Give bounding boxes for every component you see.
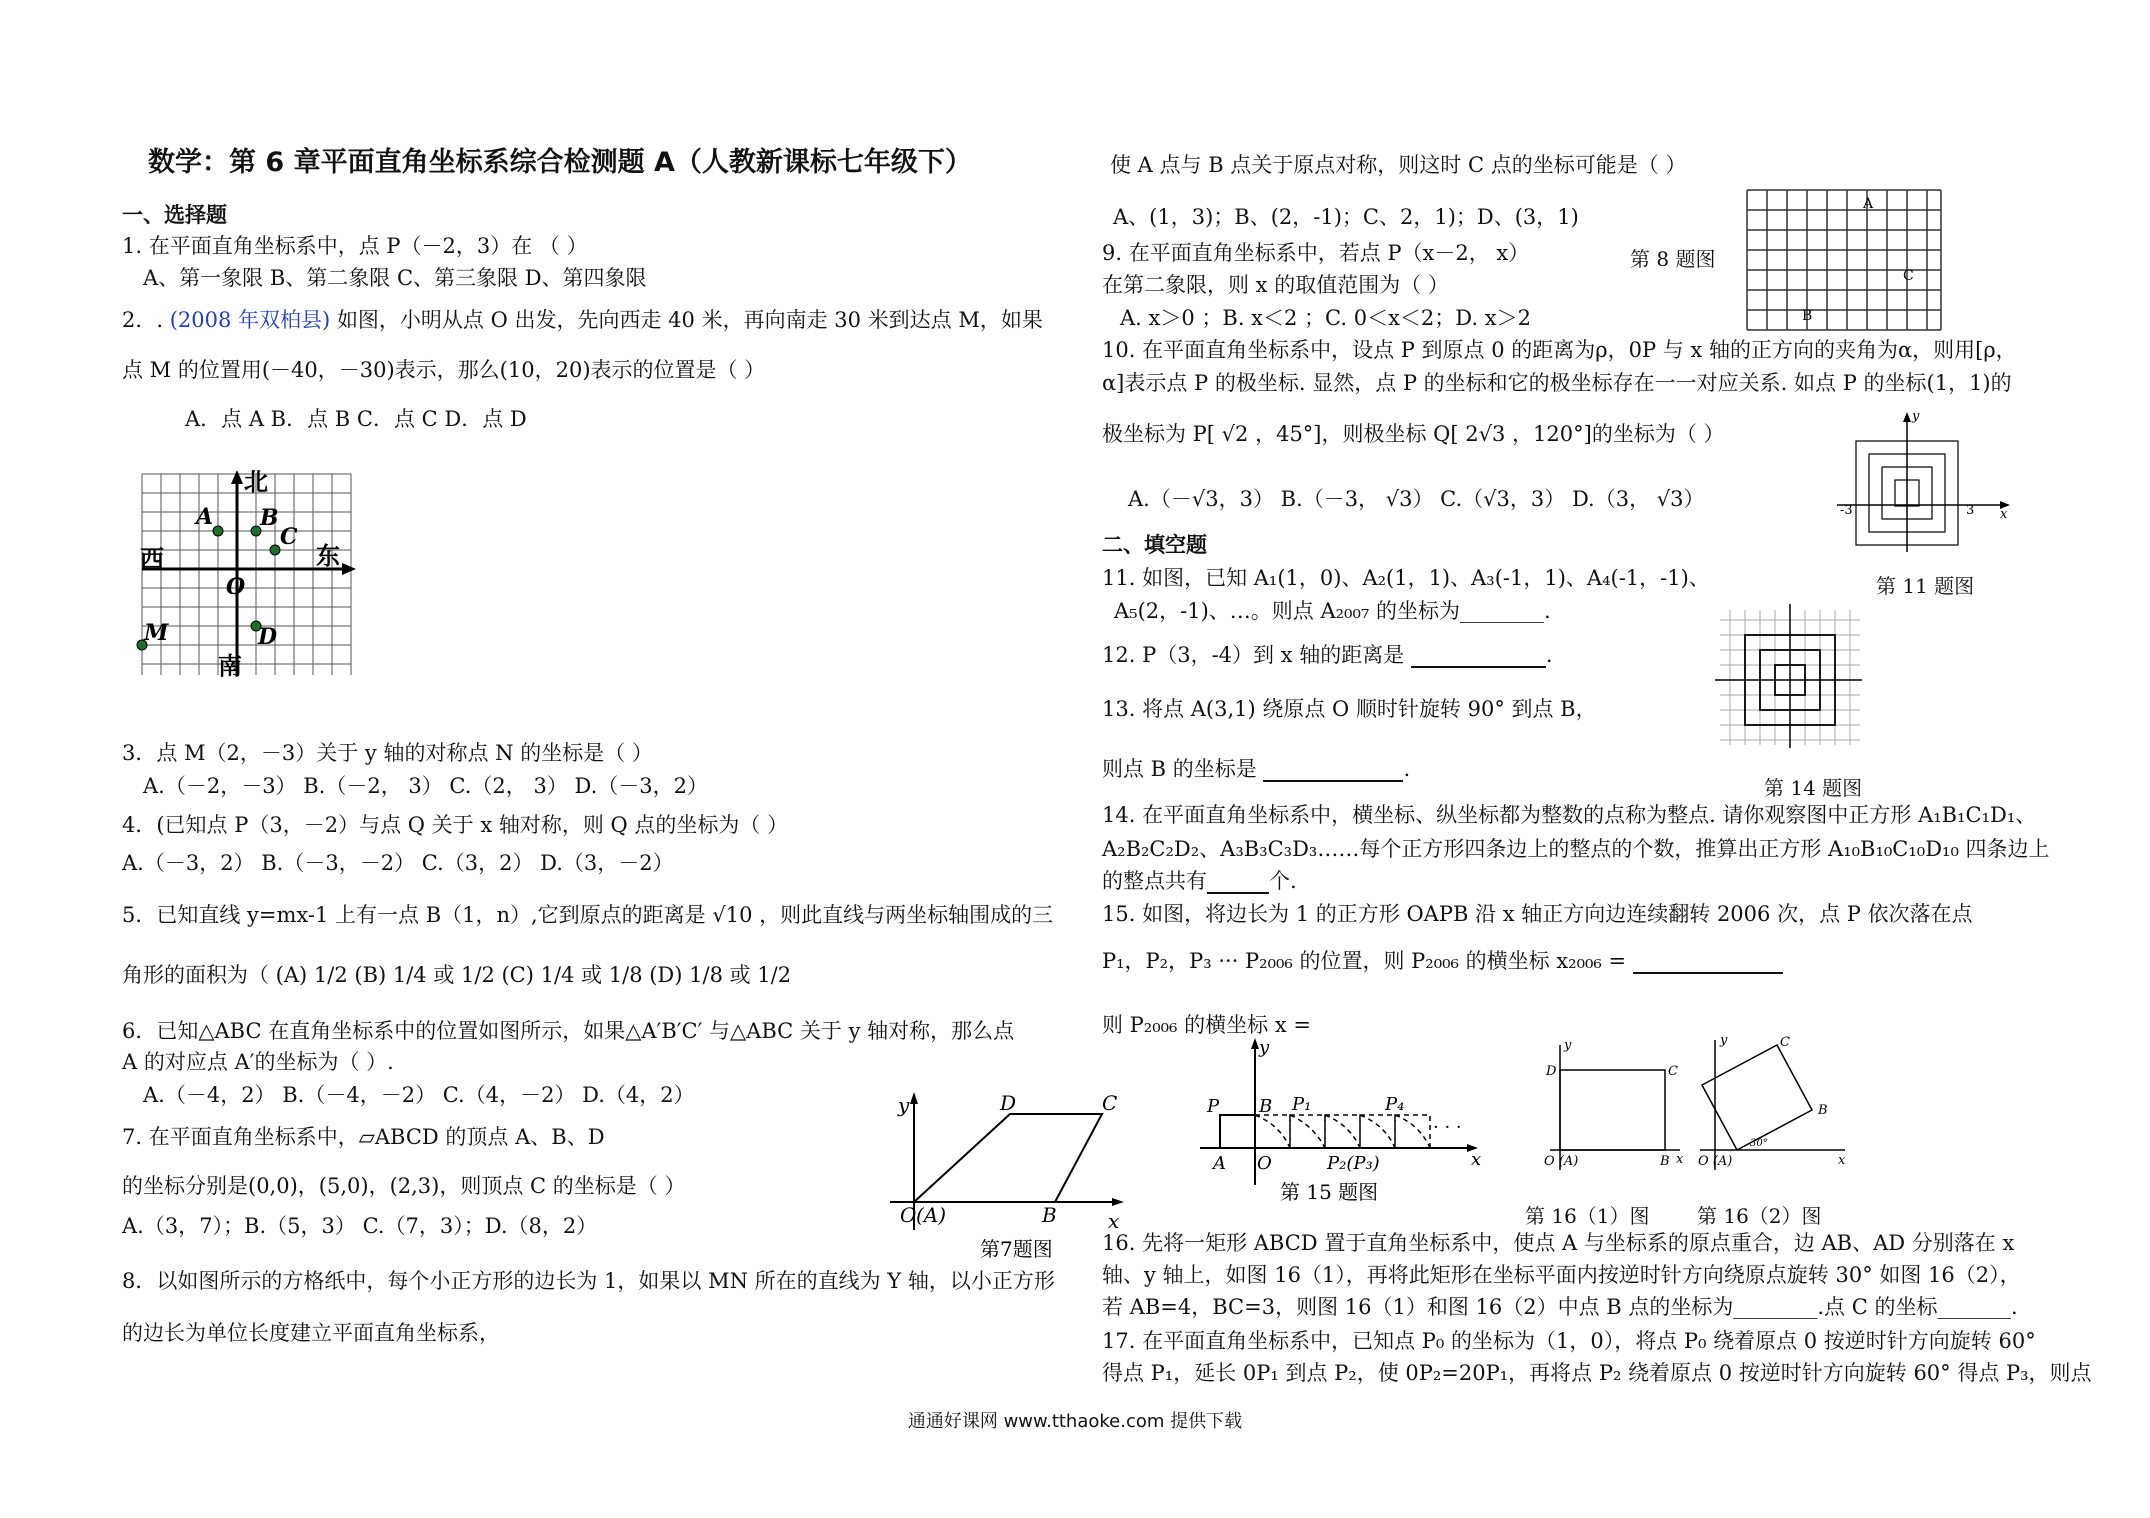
fig15-B: B [1259,1096,1273,1117]
fig16a-C: C [1668,1064,1678,1079]
question-14-suffix: 个. [1269,869,1297,893]
question-3: 3．点 M（2，－3）关于 y 轴的对称点 N 的坐标是（ ） [122,741,653,765]
question-16-figure-2 [1690,1030,1850,1185]
fig15-P: P [1207,1096,1220,1117]
question-13-answer-blank[interactable] [1263,760,1403,782]
question-2-line-2: 点 M 的位置用(－40，－30)表示，那么(10，20)表示的位置是（ ） [122,358,766,382]
fig8-A: A [1863,196,1874,212]
fig15-caption: 第 15 题图 [1280,1180,1379,1204]
section-heading-choice: 一、选择题 [122,203,227,227]
question-2-text: 如图，小明从点 O 出发，先向西走 40 米，再向南走 30 米到达点 M，如果 [336,308,1043,332]
question-2-figure [130,462,360,682]
fig7-caption: 第7题图 [980,1237,1053,1261]
question-16-line-1: 16. 先将一矩形 ABCD 置于直角坐标系中，使点 A 与坐标系的原点重合，边 AB、AD 分别落在 x [1102,1231,2015,1255]
fig15-y: y [1259,1037,1270,1058]
question-9-line-1: 9. 在平面直角坐标系中，若点 P（x－2， x） [1102,241,1530,265]
fig7-y: y [898,1093,910,1117]
fig2-south: 南 [218,651,242,680]
question-11-figure [1832,410,2012,560]
fig16a-O: O (A) [1544,1154,1579,1169]
question-2-line-1 [122,307,1043,333]
fig16b-O: O (A) [1698,1154,1733,1169]
question-14-text: 的整点共有 [1102,869,1207,893]
fig11-x: x [2000,507,2008,522]
fig7-D: D [1000,1091,1017,1115]
fig7-x: x [1108,1209,1120,1233]
question-6-line-1: 6．已知△ABC 在直角坐标系中的位置如图所示，如果△A′B′C′ 与△ABC 关于 y 轴对称，那么点 [122,1019,1015,1043]
fig2-label-D: D [258,624,278,650]
fig2-label-B: B [260,505,279,531]
question-9-options: A. x＞0 ；B. x＜2 ；C. 0＜x＜2；D. x＞2 [1120,306,1531,330]
question-13-line-2: 则点 B 的坐标是 . [1102,757,1411,781]
question-15-line-3: 则 P₂₀₀₆ 的横坐标 x = [1102,1013,1311,1037]
question-14-line-1: 14. 在平面直角坐标系中，横坐标、纵坐标都为整数的点称为整点. 请你观察图中正方形 A₁B₁C₁D₁、 [1102,803,2037,827]
question-15-line-1: 15. 如图，将边长为 1 的正方形 OAPB 沿 x 轴正方向边连续翻转 2006 次，点 P 依次落在点 [1102,902,1973,926]
fig11-y: y [1912,410,1920,424]
question-4: 4．(已知点 P（3，－2）与点 Q 关于 x 轴对称，则 Q 点的坐标为（ ） [122,813,789,837]
question-14-caption: 第 14 题图 [1764,776,1863,800]
question-16-line-2: 轴、y 轴上，如图 16（1），再将此矩形在坐标平面内按逆时针方向绕原点旋转 30° 如图 16（2）， [1102,1263,2021,1287]
fig16a-D: D [1546,1064,1557,1079]
question-10-line-2: α]表示点 P 的极坐标. 显然，点 P 的坐标和它的极坐标存在一一对应关系. 如点 P 的坐标(1，1)的 [1102,371,2012,395]
question-6-options: A.（－4，2） B.（－4，－2） C.（4，－2） D.（4，2） [143,1083,695,1107]
question-10-line-3: 极坐标为 P[ √2 ，45°]，则极坐标 Q[ 2√3 ，120°]的坐标为（ ） [1102,422,1725,446]
question-8-options: A、(1，3)；B、(2，-1)；C、2，1)；D、(3，1) [1113,205,1579,229]
fig2-east: 东 [316,541,340,570]
fig11-neg3: -3 [1840,503,1853,518]
question-15-figure [1195,1035,1485,1205]
question-12-answer-blank[interactable] [1411,646,1546,668]
fig11-pos3: 3 [1966,503,1975,518]
question-8-caption: 第 8 题图 [1630,247,1716,271]
question-2-options: A．点 A B．点 B C．点 C D．点 D [185,407,527,431]
fig2-label-C: C [280,524,298,550]
question-14-figure [1710,600,1870,750]
question-9-line-2: 在第二象限，则 x 的取值范围为（ ） [1102,273,1449,297]
question-13-line-1: 13. 将点 A(3,1) 绕原点 O 顺时针旋转 90° 到点 B， [1102,697,1597,721]
fig15-P2: P₂(P₃) [1327,1153,1380,1174]
question-2-source: (2008 年双柏县) [169,308,331,332]
question-17-line-2: 得点 P₁，延长 0P₁ 到点 P₂，使 0P₂=20P₁，再将点 P₂ 绕着原点 0 按逆时针方向旋转 60° 得点 P₃，则点 [1102,1361,2092,1385]
question-15-text: P₁，P₂，P₃ ··· P₂₀₀₆ 的位置，则 P₂₀₀₆ 的横坐标 x₂₀₀₆ = [1102,949,1627,973]
fig16b-B: B [1818,1103,1828,1118]
fig15-O: O [1257,1153,1272,1174]
question-1: 1. 在平面直角坐标系中，点 P（－2，3）在 （ ） [122,234,588,258]
fig16b-angle: 30° [1750,1138,1768,1149]
fig8-C: C [1903,268,1914,284]
question-11-caption: 第 11 题图 [1876,574,1975,598]
question-12-text: 12. P（3，-4）到 x 轴的距离是 [1102,643,1405,667]
page-title: 数学：第 6 章平面直角坐标系综合检测题 A（人教新课标七年级下） [148,147,972,178]
fig2-label-O: O [226,574,246,600]
question-16-line-3: 若 AB=4，BC=3，则图 16（1）和图 16（2）中点 B 点的坐标为________.点 C 的坐标_______. [1102,1295,2018,1319]
question-16-caption-1: 第 16（1）图 [1525,1204,1650,1228]
fig15-A: A [1213,1153,1226,1174]
fig16a-y: y [1564,1038,1572,1053]
fig16b-C: C [1780,1035,1790,1050]
fig7-O: O [900,1203,917,1227]
question-1-options: A、第一象限 B、第二象限 C、第三象限 D、第四象限 [143,266,647,290]
question-7-figure [880,1090,1130,1265]
fig2-west: 西 [140,544,164,573]
question-11-line-1: 11. 如图，已知 A₁(1，0)、A₂(1，1)、A₃(-1，1)、A₄(-1，-1)、 [1102,566,1710,590]
question-7-options: A.（3，7）；B.（5，3） C.（7，3）；D.（8，2） [122,1214,598,1238]
page-footer: 通通好课网 www.tthaoke.com 提供下载 [907,1411,1243,1432]
question-14-line-3 [1102,868,1297,894]
question-2-number: 2．. [122,308,164,332]
question-4-options: A.（－3，2） B.（－3，－2） C.（3，2） D.（3，－2） [122,851,674,875]
question-6-line-2: A 的对应点 A′的坐标为（ ）. [122,1050,394,1074]
fig16b-y: y [1720,1033,1728,1048]
fig7-A: (A) [916,1203,947,1227]
question-17-line-1: 17. 在平面直角坐标系中，已知点 P₀ 的坐标为（1，0），将点 P₀ 绕着原点 0 按逆时针方向旋转 60° [1102,1329,2036,1353]
question-5-line-1: 5．已知直线 y=mx-1 上有一点 B（1，n）,它到原点的距离是 √10 ，则此直线与两坐标轴围成的三 [122,903,1054,927]
question-3-options: A.（－2，－3） B.（－2， 3） C.（2， 3） D.（－3，2） [143,774,708,798]
question-10-line-1: 10. 在平面直角坐标系中，设点 P 到原点 0 的距离为ρ，0P 与 x 轴的正方向的夹角为α，则用[ρ， [1102,338,2017,362]
fig7-B: B [1042,1203,1057,1227]
question-14-line-2: A₂B₂C₂D₂、A₃B₃C₃D₃……每个正方形四条边上的整点的个数，推算出正方形 A₁₀B₁₀C₁₀D₁₀ 四条边上 [1102,837,2050,861]
fig16a-B: B [1660,1154,1670,1169]
question-11-line-2: A₅(2，-1)、…。则点 A₂₀₀₇ 的坐标为________. [1114,599,1551,623]
fig8-B: B [1802,308,1813,324]
question-15-answer-blank[interactable] [1633,952,1783,974]
question-15-line-2 [1102,948,1783,974]
fig15-x: x [1471,1149,1482,1170]
question-8-line-1: 8．以如图所示的方格纸中，每个小正方形的边长为 1，如果以 MN 所在的直线为 Y 轴，以小正方形 [122,1269,1055,1293]
question-7-line-2: 的坐标分别是(0,0)，(5,0)，(2,3)，则顶点 C 的坐标是（ ） [122,1174,686,1198]
fig15-P4: P₄ [1385,1094,1405,1115]
fig7-C: C [1102,1091,1118,1115]
question-7-line-1: 7. 在平面直角坐标系中，▱ABCD 的顶点 A、B、D [122,1125,605,1149]
fig2-label-M: M [144,620,169,646]
question-5-line-2: 角形的面积为（ (A) 1/2 (B) 1/4 或 1/2 (C) 1/4 或 1/8 (D) 1/8 或 1/2 [122,963,792,987]
question-8-line-3: 使 A 点与 B 点关于原点对称，则这时 C 点的坐标可能是（ ） [1110,153,1687,177]
fig16a-x: x [1676,1152,1684,1167]
fig16b-x: x [1838,1153,1846,1168]
fig2-label-A: A [196,504,214,530]
fig15-P1: P₁ [1292,1094,1312,1115]
svg-text:· · ·: · · · [1433,1117,1462,1138]
question-8-line-2: 的边长为单位长度建立平面直角坐标系， [122,1321,500,1345]
question-10-options: A.（－√3，3） B.（－3， √3） C.（√3，3） D.（3， √3） [1128,487,1705,511]
question-8-figure [1745,180,1945,340]
fig2-north: 北 [244,467,268,496]
section-heading-fill: 二、填空题 [1102,533,1207,557]
question-16-figure-1 [1530,1035,1685,1185]
question-14-answer-blank[interactable] [1207,872,1269,894]
question-13-text: 则点 B 的坐标是 [1102,757,1257,781]
question-16-caption-2: 第 16（2）图 [1697,1204,1822,1228]
question-12: 12. P（3，-4）到 x 轴的距离是 . [1102,643,1553,667]
